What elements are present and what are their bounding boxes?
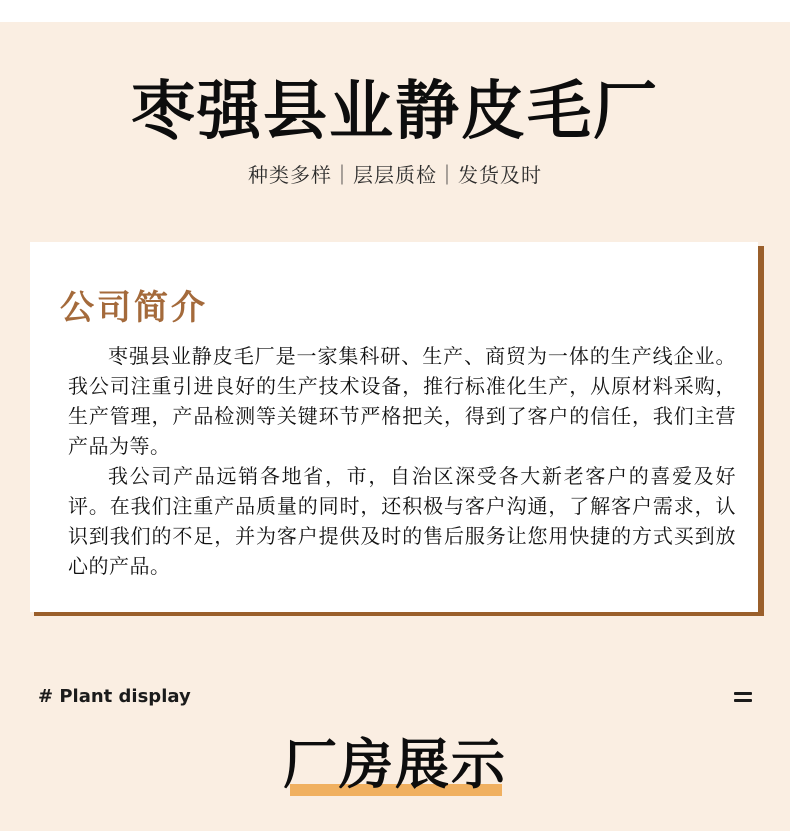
intro-paragraph: 枣强县业静皮毛厂是一家集科研、生产、商贸为一体的生产线企业。我公司注重引进良好的生产技术设备，推行标准化生产，从原材料采购，生产管理，产品检测等关键环节严格把关，得到了客户的信任，我们主营产品为等。 [68, 344, 736, 458]
menu-icon-bar [734, 699, 752, 702]
plant-display-title: 厂房展示 [283, 733, 507, 796]
intro-card-body [68, 341, 736, 581]
company-title: 枣强县业静皮毛厂 [131, 75, 659, 149]
intro-card-heading: 公司简介 [60, 288, 208, 328]
menu-icon-bar [734, 692, 752, 695]
intro-paragraph: 我公司产品远销各地省，市，自治区深受各大新老客户的喜爱及好评。在我们注重产品质量的同时，还积极与客户沟通，了解客户需求，认识到我们的不足，并为客户提供及时的售后服务让您用快捷的方式买到放心的产品。 [68, 464, 736, 578]
company-tagline: 种类多样｜层层质检｜发货及时 [248, 163, 542, 187]
menu-icon[interactable] [734, 690, 752, 704]
plant-display-tag: # Plant display [38, 686, 191, 707]
intro-card [30, 242, 758, 612]
